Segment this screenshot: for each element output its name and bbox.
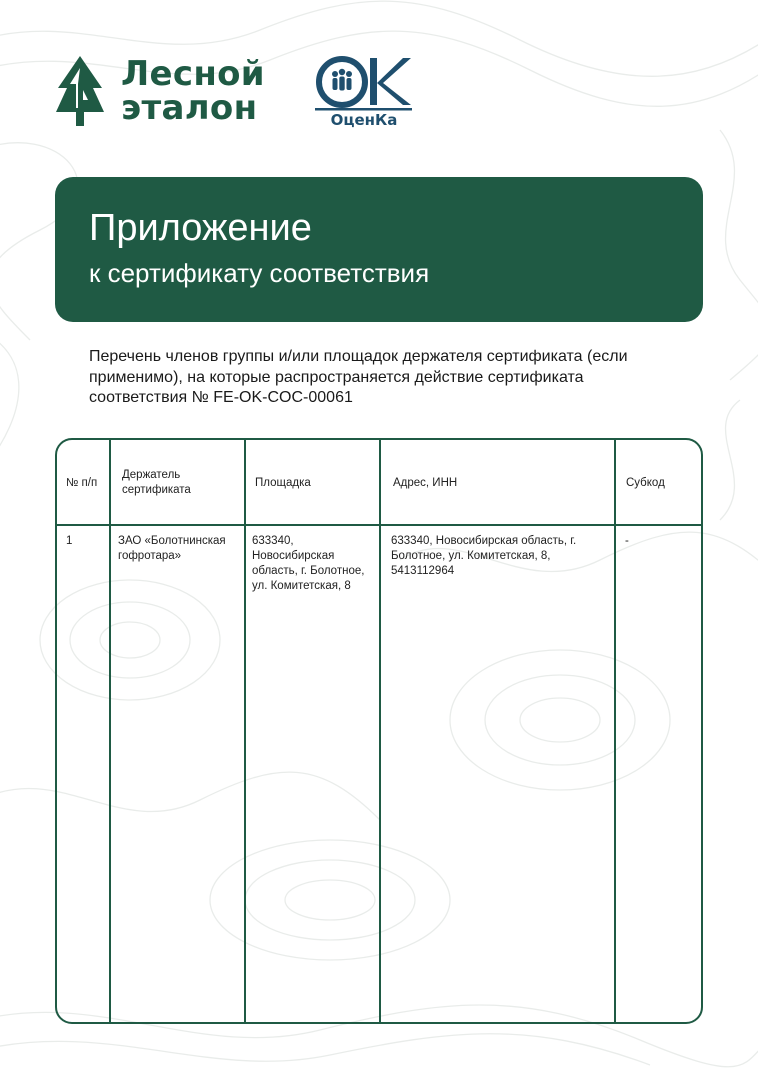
title-banner xyxy=(55,177,703,322)
intro-paragraph: Перечень членов группы и/или площадок держателя сертификата (если применимо), на которые распространяется действие сертификата соответствия № FE-OK-COC-00061 xyxy=(89,348,628,406)
row-1-num: 1 xyxy=(66,535,73,547)
header-address: Адрес, ИНН xyxy=(393,477,458,489)
tree-icon xyxy=(54,54,106,128)
members-table xyxy=(55,438,703,1024)
row-1-address: 633340, Новосибирская область, г. Болотное, ул. Комитетская, 8, 5413112964 xyxy=(391,535,577,577)
page-subtitle: к сертификату соответствия xyxy=(89,258,430,288)
ok-emblem-icon xyxy=(315,55,415,111)
header-site: Площадка xyxy=(255,477,311,489)
ok-ocenka-logo xyxy=(315,55,415,133)
header-subcode: Субкод xyxy=(626,477,665,489)
page-title: Приложение xyxy=(89,207,312,249)
logo-line-1: Лесной xyxy=(121,54,265,94)
ok-ocenka-caption: ОценКа xyxy=(330,111,398,129)
lesnoy-etalon-wordmark xyxy=(121,54,265,128)
header-holder: Держатель сертификата xyxy=(122,469,191,496)
logo-line-2: эталон xyxy=(121,88,258,128)
table-grid xyxy=(55,438,703,1024)
row-1-holder: ЗАО «Болотнинская гофротара» xyxy=(118,535,226,562)
row-1-site: 633340, Новосибирская область, г. Болотное, ул. Комитетская, 8 xyxy=(252,535,365,592)
header-num: № п/п xyxy=(66,477,98,489)
row-1-subcode: - xyxy=(625,535,629,547)
